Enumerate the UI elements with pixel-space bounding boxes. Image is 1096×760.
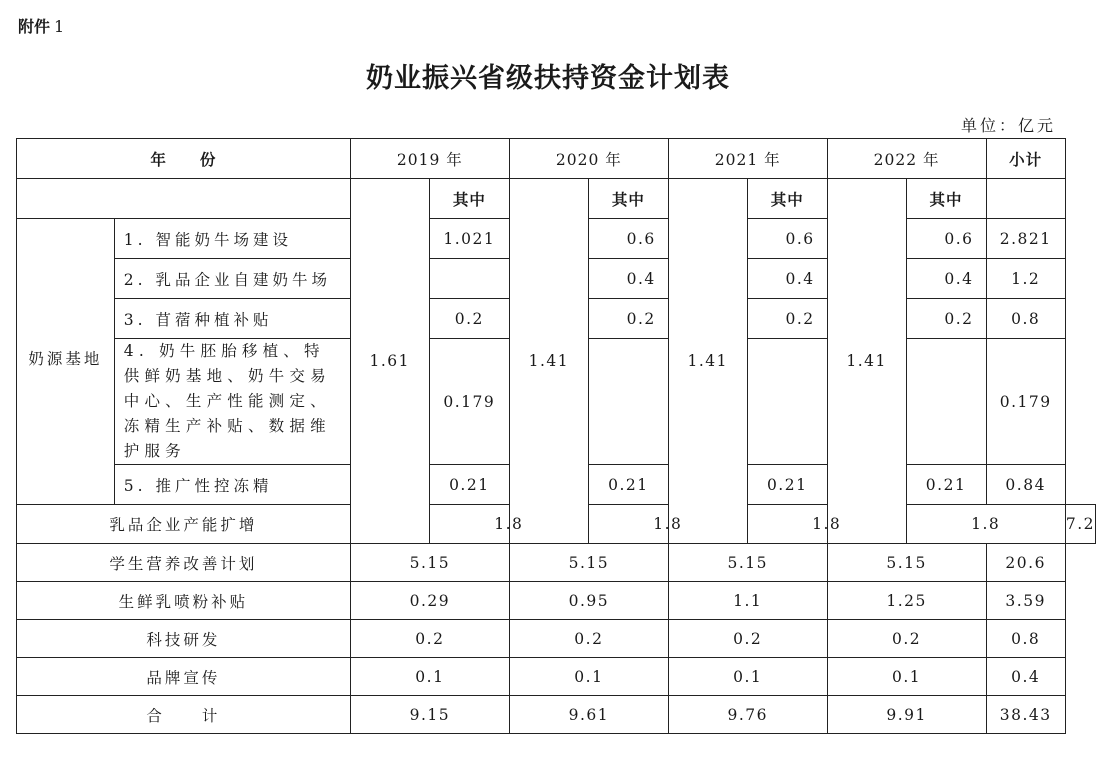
item-name: 3. 苜蓿种植补贴	[114, 299, 350, 339]
item-value	[429, 259, 509, 299]
table-row	[17, 658, 1096, 696]
funding-plan-table	[16, 138, 1096, 734]
row-subtotal: 7.2	[1065, 505, 1095, 544]
item-name: 5. 推广性控冻精	[114, 465, 350, 505]
attachment-number: 1	[54, 17, 65, 36]
row-value: 5.15	[509, 544, 668, 582]
row-name: 学生营养改善计划	[17, 544, 351, 582]
year-header-2020: 2020 年	[509, 139, 668, 179]
item-subtotal: 0.8	[986, 299, 1065, 339]
item-value: 0.2	[747, 299, 827, 339]
item-value: 0.4	[906, 259, 986, 299]
total-row	[17, 696, 1096, 734]
row-value: 1.8	[588, 505, 747, 544]
of-which-2019: 其中	[429, 179, 509, 219]
table-row	[17, 505, 1096, 544]
item-value	[588, 339, 668, 465]
row-value: 0.2	[350, 620, 509, 658]
dairy-total-2022: 1.41	[827, 179, 906, 544]
row-value: 0.1	[668, 658, 827, 696]
item-name: 4. 奶牛胚胎移植、特供鲜奶基地、奶牛交易中心、生产性能测定、冻精生产补贴、数据维护服务	[114, 339, 350, 465]
total-value: 9.91	[827, 696, 986, 734]
item-name: 1. 智能奶牛场建设	[114, 219, 350, 259]
row-value: 1.1	[668, 582, 827, 620]
row-value: 1.8	[429, 505, 588, 544]
row-value: 1.8	[906, 505, 1065, 544]
item-value: 0.4	[747, 259, 827, 299]
row-value: 0.2	[668, 620, 827, 658]
row-subtotal: 0.4	[986, 658, 1065, 696]
item-value: 0.21	[906, 465, 986, 505]
header-row	[17, 139, 1096, 179]
item-value: 0.6	[906, 219, 986, 259]
total-value: 9.61	[509, 696, 668, 734]
item-subtotal: 0.84	[986, 465, 1065, 505]
year-header-2022: 2022 年	[827, 139, 986, 179]
of-which-2021: 其中	[747, 179, 827, 219]
row-value: 0.1	[509, 658, 668, 696]
item-subtotal: 2.821	[986, 219, 1065, 259]
row-value: 0.2	[827, 620, 986, 658]
table-row	[17, 582, 1096, 620]
dairy-base-label: 奶源基地	[17, 219, 115, 505]
table-row	[17, 620, 1096, 658]
row-name: 生鲜乳喷粉补贴	[17, 582, 351, 620]
empty-cell	[17, 179, 351, 219]
item-value: 0.6	[588, 219, 668, 259]
item-value: 0.21	[588, 465, 668, 505]
item-value: 0.2	[429, 299, 509, 339]
attachment-text: 附件	[18, 17, 51, 36]
item-name: 2. 乳品企业自建奶牛场	[114, 259, 350, 299]
table-row	[17, 544, 1096, 582]
year-column-header: 年 份	[17, 139, 351, 179]
row-value: 1.8	[747, 505, 906, 544]
year-header-2019: 2019 年	[350, 139, 509, 179]
row-value: 0.29	[350, 582, 509, 620]
row-name: 科技研发	[17, 620, 351, 658]
item-value	[747, 339, 827, 465]
row-value: 5.15	[350, 544, 509, 582]
unit-label: 单位：亿元	[960, 116, 1056, 135]
item-subtotal: 0.179	[986, 339, 1065, 465]
dairy-total-2021: 1.41	[668, 179, 747, 544]
of-which-2022: 其中	[906, 179, 986, 219]
of-which-row	[17, 179, 1096, 219]
row-value: 0.2	[509, 620, 668, 658]
total-label: 合 计	[17, 696, 351, 734]
empty-cell	[986, 179, 1065, 219]
row-value: 1.25	[827, 582, 986, 620]
row-value: 5.15	[827, 544, 986, 582]
row-name: 乳品企业产能扩增	[17, 505, 351, 544]
row-subtotal: 3.59	[986, 582, 1065, 620]
dairy-total-2019: 1.61	[350, 179, 429, 544]
attachment-label	[18, 14, 64, 37]
row-value: 5.15	[668, 544, 827, 582]
row-value: 0.95	[509, 582, 668, 620]
item-value: 0.179	[429, 339, 509, 465]
row-subtotal: 20.6	[986, 544, 1065, 582]
item-value: 0.6	[747, 219, 827, 259]
item-value: 0.2	[906, 299, 986, 339]
item-value: 1.021	[429, 219, 509, 259]
total-value: 9.15	[350, 696, 509, 734]
dairy-total-2020: 1.41	[509, 179, 588, 544]
year-header-2021: 2021 年	[668, 139, 827, 179]
row-name: 品牌宣传	[17, 658, 351, 696]
item-value: 0.2	[588, 299, 668, 339]
item-subtotal: 1.2	[986, 259, 1065, 299]
row-subtotal: 0.8	[986, 620, 1065, 658]
grand-total: 38.43	[986, 696, 1065, 734]
total-value: 9.76	[668, 696, 827, 734]
row-value: 0.1	[827, 658, 986, 696]
item-value: 0.21	[747, 465, 827, 505]
item-value	[906, 339, 986, 465]
page-title: 奶业振兴省级扶持资金计划表	[366, 63, 730, 94]
of-which-2020: 其中	[588, 179, 668, 219]
item-value: 0.4	[588, 259, 668, 299]
row-value: 0.1	[350, 658, 509, 696]
subtotal-header: 小计	[986, 139, 1065, 179]
item-value: 0.21	[429, 465, 509, 505]
